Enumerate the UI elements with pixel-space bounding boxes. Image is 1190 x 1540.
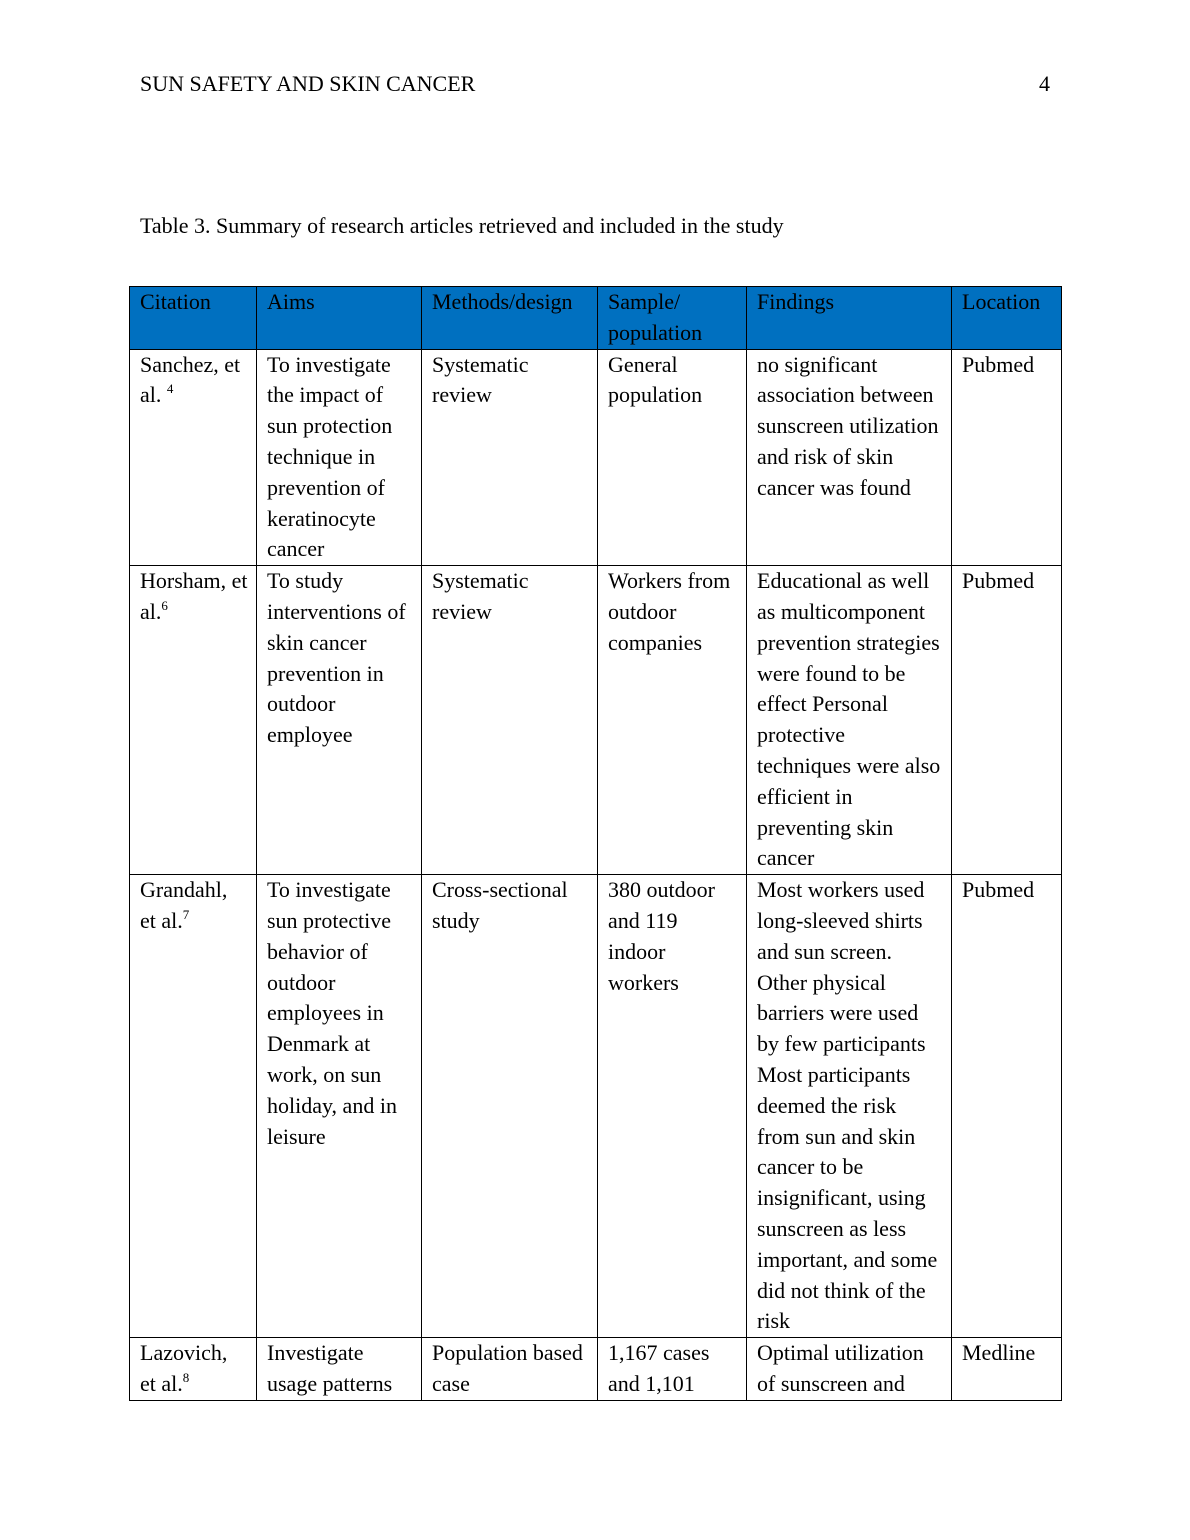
- cell-citation: [130, 349, 257, 566]
- cell-citation: [130, 566, 257, 875]
- cell-aims: To study interventions of skin cancer prevention in outdoor employee: [257, 566, 422, 875]
- cell-findings: no significant association between sunscreen utilization and risk of skin cancer was found: [747, 349, 952, 566]
- page-number: 4: [1039, 71, 1050, 96]
- table-row: [130, 349, 1062, 566]
- cell-location: Medline: [952, 1338, 1062, 1401]
- table-row: [130, 1338, 1062, 1401]
- column-header-location: Location: [952, 287, 1062, 350]
- summary-table: [129, 286, 1062, 1401]
- running-head: SUN SAFETY AND SKIN CANCER: [140, 71, 476, 96]
- cell-findings: Most workers used long-sleeved shirts and sun screen. Other physical barriers were used by few participants Most participants deemed the risk from sun and skin cancer to be insignificant, using sunscreen as less important, and some did not think of the risk: [747, 875, 952, 1338]
- cell-citation: [130, 875, 257, 1338]
- cell-aims: Investigate usage patterns: [257, 1338, 422, 1401]
- citation-text: Lazovich, et al.: [140, 1340, 228, 1396]
- cell-methods: Systematic review: [422, 349, 598, 566]
- citation-text: Grandahl, et al.: [140, 877, 228, 933]
- table-row: [130, 875, 1062, 1338]
- cell-sample: 380 outdoor and 119 indoor workers: [598, 875, 747, 1338]
- column-header-sample: Sample/ population: [598, 287, 747, 350]
- cell-methods: Systematic review: [422, 566, 598, 875]
- column-header-aims: Aims: [257, 287, 422, 350]
- cell-aims: To investigate the impact of sun protection technique in prevention of keratinocyte cancer: [257, 349, 422, 566]
- cell-findings: Optimal utilization of sunscreen and: [747, 1338, 952, 1401]
- cell-aims: To investigate sun protective behavior of outdoor employees in Denmark at work, on sun holiday, and in leisure: [257, 875, 422, 1338]
- cell-methods: Cross-sectional study: [422, 875, 598, 1338]
- cell-sample: 1,167 cases and 1,101: [598, 1338, 747, 1401]
- cell-sample: Workers from outdoor companies: [598, 566, 747, 875]
- citation-ref: 7: [182, 906, 190, 922]
- table-caption: Table 3. Summary of research articles retrieved and included in the study: [140, 213, 784, 238]
- column-header-methods: Methods/design: [422, 287, 598, 350]
- cell-location: Pubmed: [952, 349, 1062, 566]
- citation-ref: 4: [166, 381, 174, 397]
- cell-findings: Educational as well as multicomponent prevention strategies were found to be effect Personal protective techniques were also efficient in preventing skin cancer: [747, 566, 952, 875]
- table-row: [130, 566, 1062, 875]
- cell-sample: General population: [598, 349, 747, 566]
- cell-methods: Population based case: [422, 1338, 598, 1401]
- cell-location: Pubmed: [952, 875, 1062, 1338]
- cell-citation: [130, 1338, 257, 1401]
- cell-location: Pubmed: [952, 566, 1062, 875]
- citation-text: Sanchez, et al.: [140, 351, 241, 408]
- column-header-findings: Findings: [747, 287, 952, 350]
- citation-ref: 6: [161, 597, 168, 613]
- citation-ref: 8: [182, 1369, 190, 1385]
- citation-text: Horsham, et al.: [140, 568, 248, 624]
- table-header-row: [130, 287, 1062, 350]
- column-header-citation: Citation: [130, 287, 257, 350]
